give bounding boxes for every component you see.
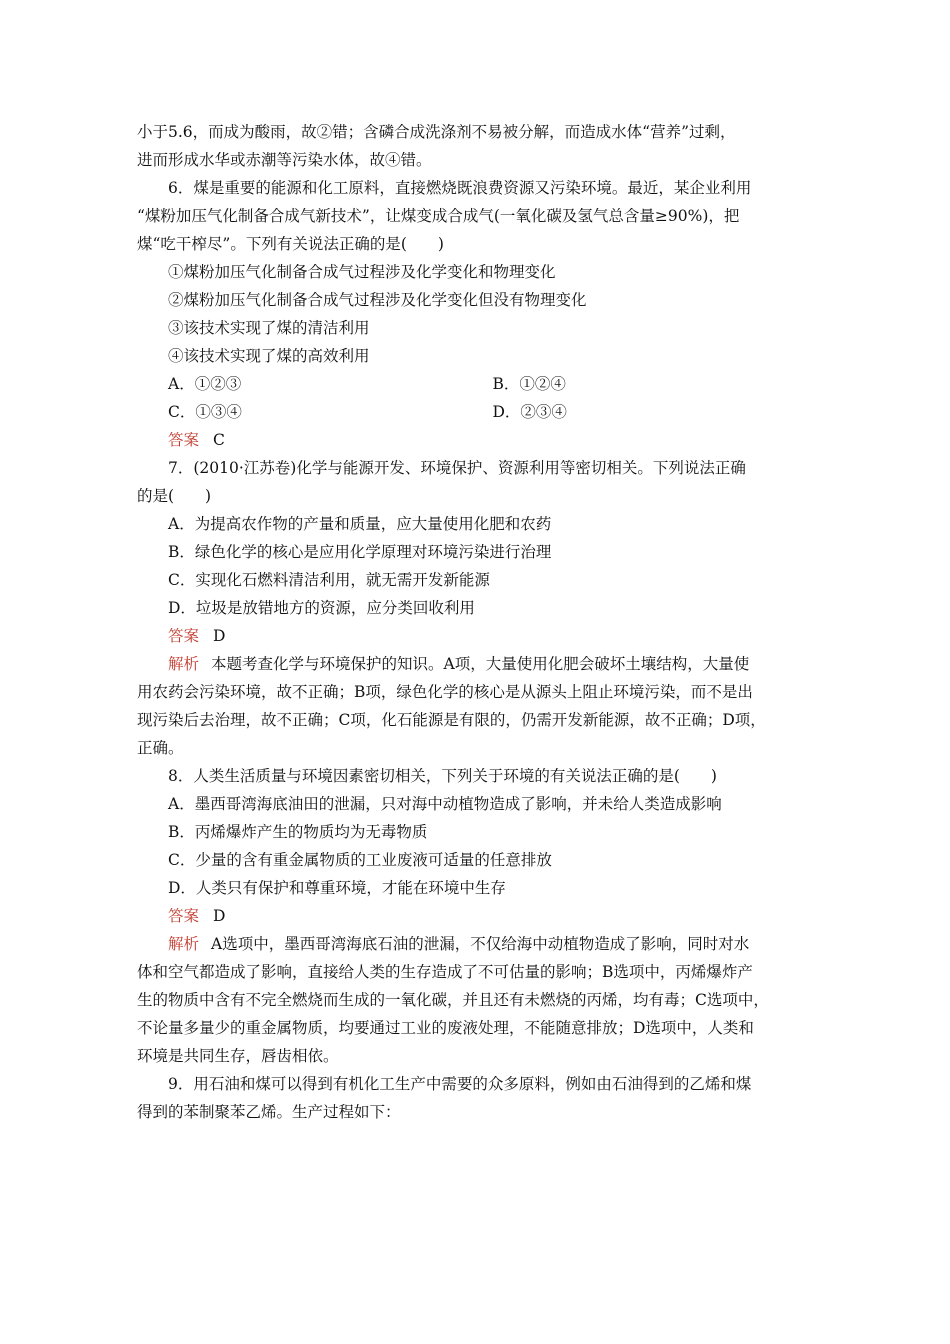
option-d: D．人类只有保护和尊重环境，才能在环境中生存 [168,879,506,897]
answer-value: C [213,431,225,449]
question-6 [137,174,817,454]
option-b: B．①②④ [492,375,566,393]
question-stem: 8．人类生活质量与环境因素密切相关，下列关于环境的有关说法正确的是( ) [168,767,717,785]
option-c: C．少量的含有重金属物质的工业废液可适量的任意排放 [168,851,552,869]
question-stem: 得到的苯制聚苯乙烯。生产过程如下： [137,1103,401,1121]
question-stem: 6．煤是重要的能源和化工原料，直接燃烧既浪费资源又污染环境。最近，某企业利用 [168,179,752,197]
statement: ③该技术实现了煤的清洁利用 [168,319,370,337]
explanation-text: 体和空气都造成了影响，直接给人类的生存造成了不可估量的影响；B选项中，丙烯爆炸产 [137,963,753,981]
option-d: D．垃圾是放错地方的资源，应分类回收利用 [168,599,475,617]
answer-line [137,902,817,930]
explanation-text: 用农药会污染环境，故不正确；B项，绿色化学的核心是从源头上阻止环境污染，而不是出 [137,683,753,701]
statement: ②煤粉加压气化制备合成气过程涉及化学变化但没有物理变化 [168,291,587,309]
answer-value: D [213,907,226,925]
explanation-text: 环境是共同生存，唇齿相依。 [137,1047,339,1065]
question-stem: “煤粉加压气化制备合成气新技术”，让煤变成合成气(一氧化碳及氢气总含量≥90%)，把 [137,207,740,225]
explanation-label: 解析 [168,655,200,673]
explanation-text: 现污染后去治理，故不正确；C项，化石能源是有限的，仍需开发新能源，故不正确；D项， [137,711,766,729]
options-row [137,398,817,426]
explanation [137,930,817,958]
explanation-text: A选项中，墨西哥湾海底石油的泄漏，不仅给海中动植物造成了影响，同时对水 [211,935,750,953]
explanation-text: 本题考查化学与环境保护的知识。A项，大量使用化肥会破坏土壤结构，大量使 [211,655,750,673]
question-stem: 煤“吃干榨尽”。下列有关说法正确的是( ) [137,235,444,253]
question-stem: 的是( ) [137,487,212,505]
answer-label: 答案 [168,907,200,925]
answer-label: 答案 [168,431,200,449]
explanation-text: 生的物质中含有不完全燃烧而生成的一氧化碳，并且还有未燃烧的丙烯，均有毒；C选项中， [137,991,769,1009]
explanation-text: 正确。 [137,739,184,757]
option-d: D．②③④ [492,403,567,421]
option-b: B．丙烯爆炸产生的物质均为无毒物质 [168,823,428,841]
explanation-label: 解析 [168,935,200,953]
options-row [137,370,817,398]
answer-line [137,622,817,650]
answer-label: 答案 [168,627,200,645]
statement: ①煤粉加压气化制备合成气过程涉及化学变化和物理变化 [168,263,556,281]
option-a: A．墨西哥湾海底油田的泄漏，只对海中动植物造成了影响，并未给人类造成影响 [168,795,722,813]
option-c: C．实现化石燃料清洁利用，就无需开发新能源 [168,571,490,589]
option-b: B．绿色化学的核心是应用化学原理对环境污染进行治理 [168,543,552,561]
question-7 [137,454,817,762]
explanation-text: 不论量多量少的重金属物质，均要通过工业的废液处理，不能随意排放；D选项中，人类和 [137,1019,754,1037]
answer-line [137,426,817,454]
option-a: A．①②③ [168,375,242,393]
question-stem: 9．用石油和煤可以得到有机化工生产中需要的众多原料，例如由石油得到的乙烯和煤 [168,1075,752,1093]
document-page [137,118,817,1126]
explanation [137,650,817,678]
option-c: C．①③④ [168,403,242,421]
question-9 [137,1070,817,1126]
question-stem: 7．(2010·江苏卷)化学与能源开发、环境保护、资源利用等密切相关。下列说法正确 [168,459,746,477]
text-line: 小于5.6，而成为酸雨，故②错；含磷合成洗涤剂不易被分解，而造成水体“营养”过剩， [137,123,736,141]
answer-value: D [213,627,226,645]
option-a: A．为提高农作物的产量和质量，应大量使用化肥和农药 [168,515,552,533]
statement: ④该技术实现了煤的高效利用 [168,347,370,365]
text-line: 进而形成水华或赤潮等污染水体，故④错。 [137,151,432,169]
question-8 [137,762,817,1070]
